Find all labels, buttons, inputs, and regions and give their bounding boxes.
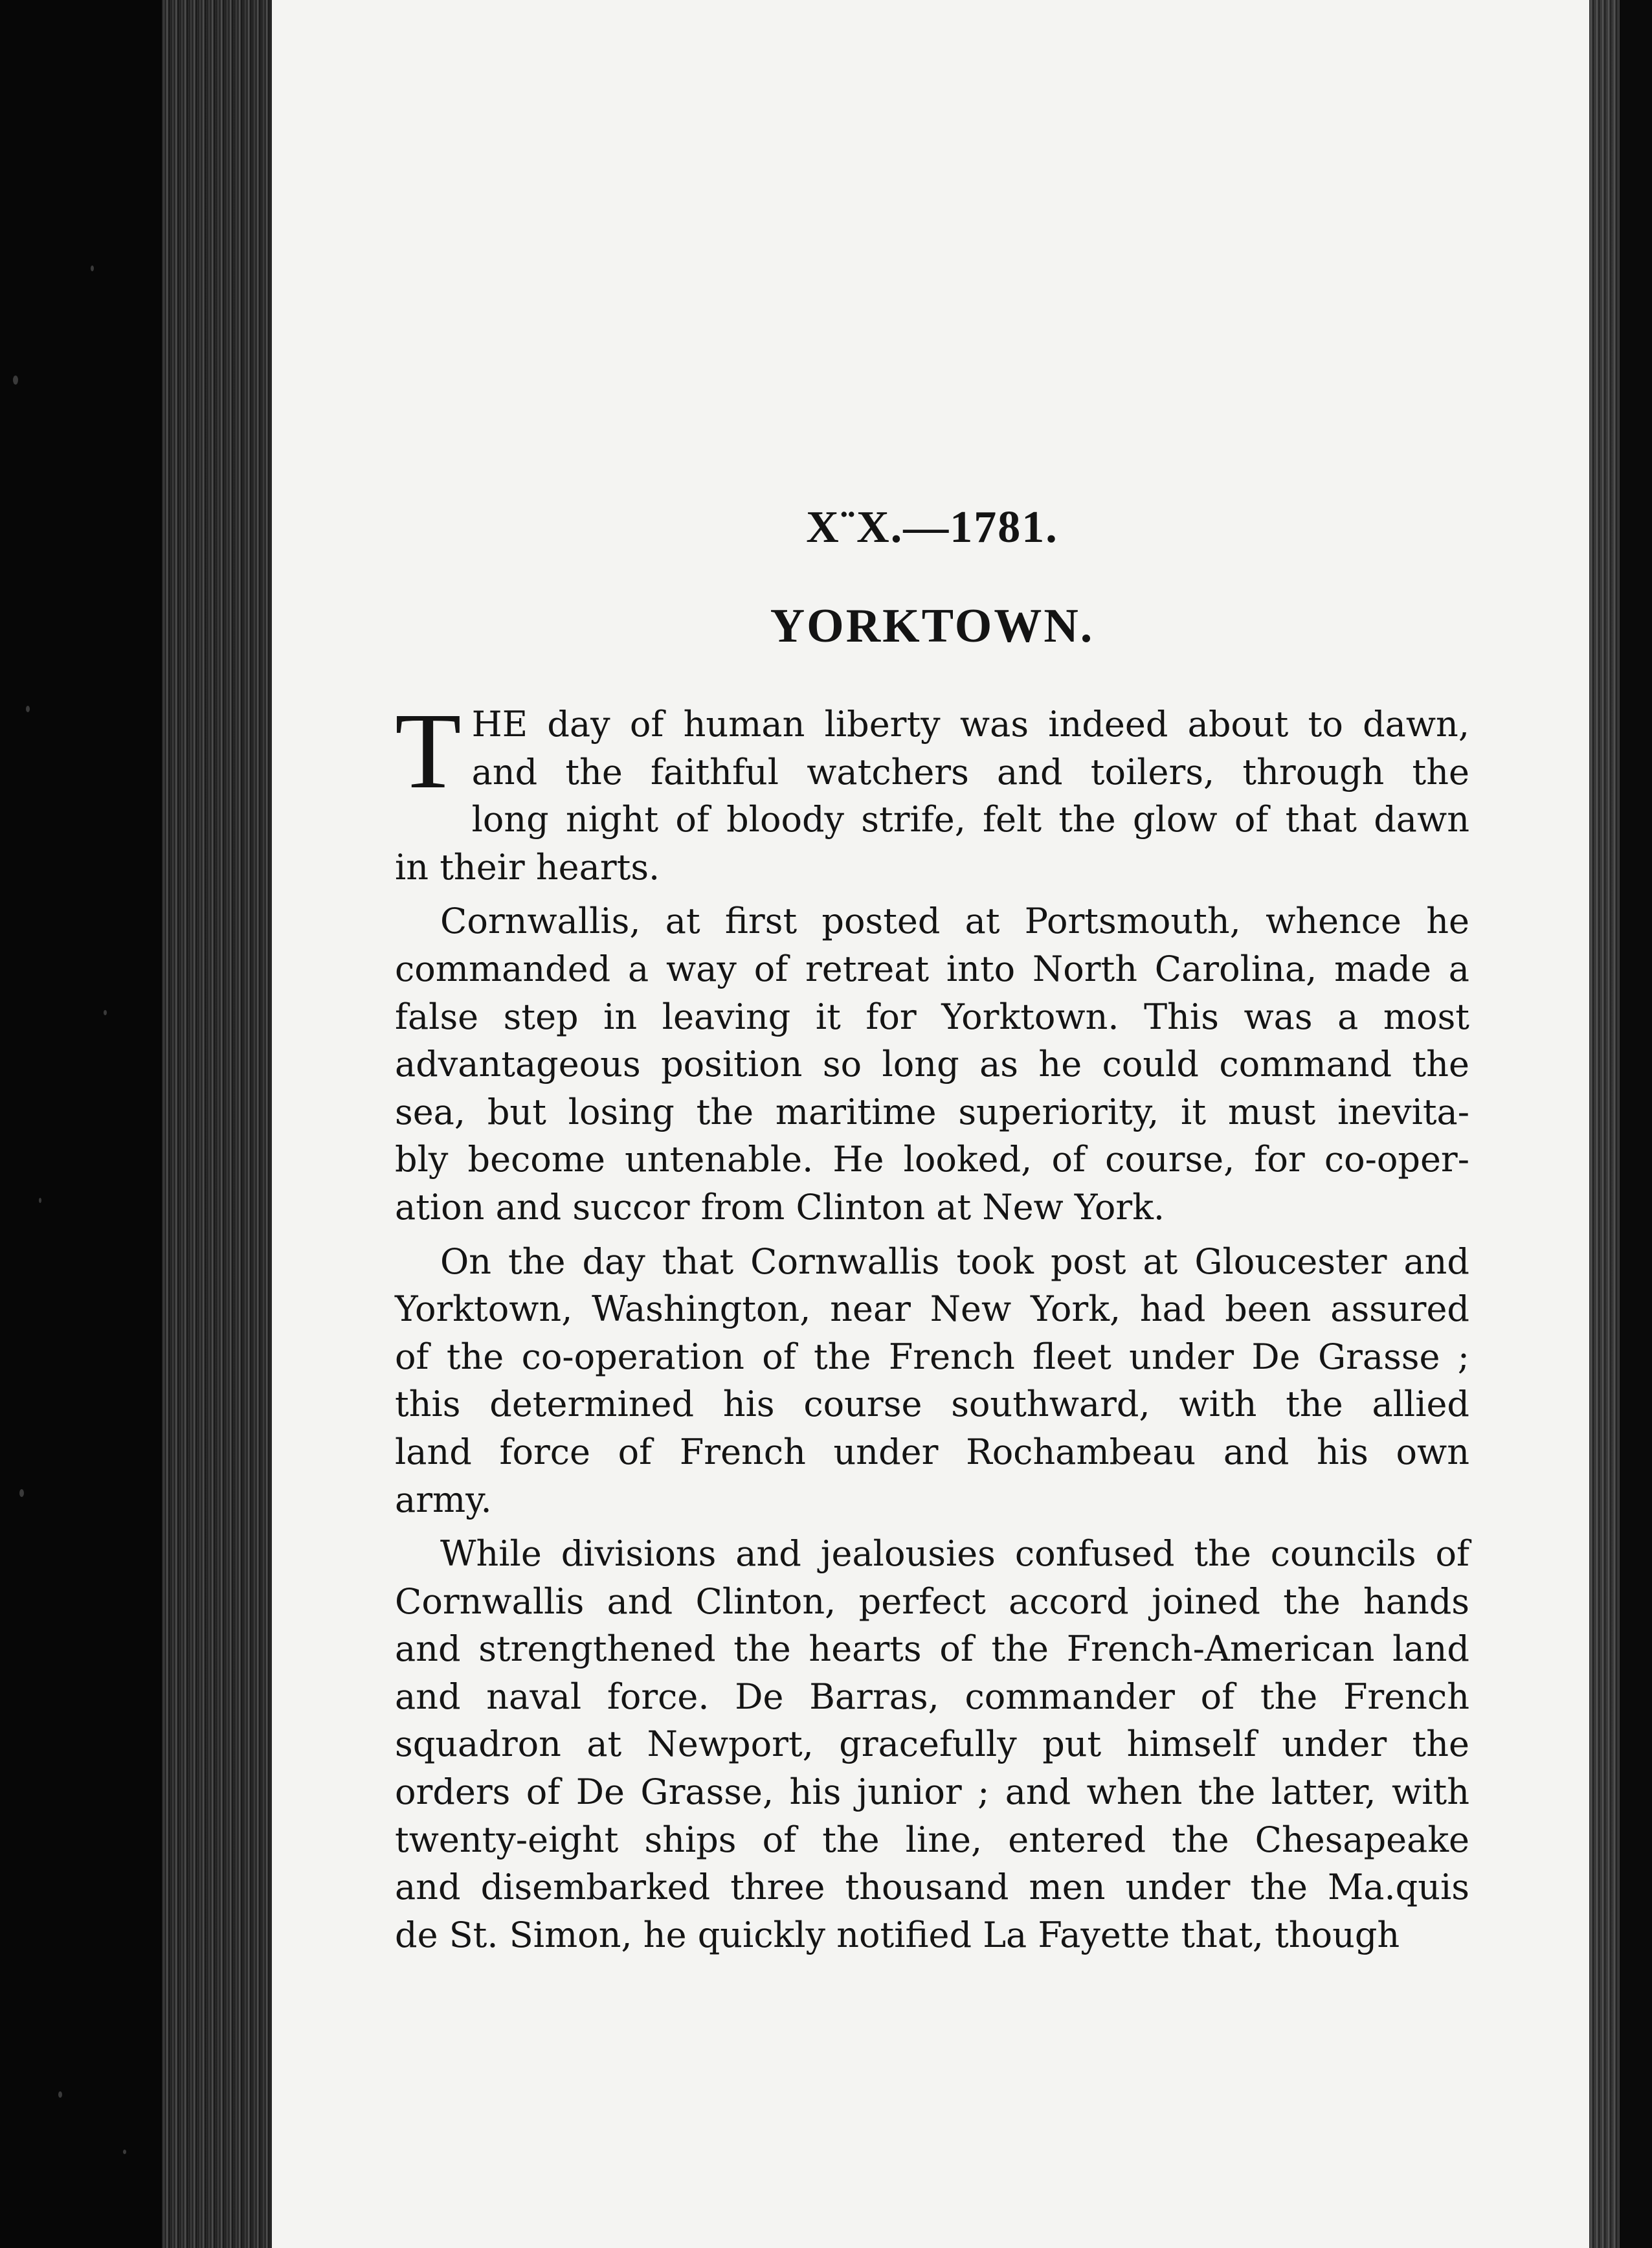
text-line: and the faithful watchers and toilers, through the	[471, 751, 1469, 792]
text-line: advantageous position so long as he could command the	[395, 1044, 1469, 1085]
text-line: commanded a way of retreat into North Carolina, made a	[395, 948, 1469, 989]
book-page-edges	[162, 0, 275, 2248]
drop-cap: T	[395, 691, 462, 811]
scan-speck	[123, 2150, 126, 2154]
scan-speck	[13, 376, 18, 385]
book-page	[272, 0, 1589, 2248]
body-text	[395, 691, 1469, 1959]
text-line: false step in leaving it for Yorktown. This was a most	[395, 996, 1469, 1037]
scan-speck	[104, 1010, 107, 1015]
paragraph	[395, 691, 1469, 891]
text-line: ation and succor from Clinton at New York.	[395, 1186, 1165, 1228]
text-line: twenty-eight ships of the line, entered the Chesapeake	[395, 1819, 1469, 1860]
text-line: Cornwallis, at first posted at Portsmouth, whence he	[440, 901, 1469, 942]
text-line: land force of French under Rochambeau and his own	[395, 1431, 1469, 1472]
text-line: and strengthened the hearts of the French-American land	[395, 1628, 1469, 1670]
chapter-heading: X¨X.—1781.	[806, 502, 1058, 552]
paragraph	[395, 1238, 1469, 1524]
text-line: sea, but losing the maritime superiority, it must inevita-	[395, 1091, 1469, 1132]
text-line: this determined his course southward, with the allied	[395, 1384, 1469, 1425]
scan-speck	[26, 706, 30, 712]
page-content	[395, 502, 1469, 1959]
text-line: Cornwallis and Clinton, perfect accord joined the hands	[395, 1580, 1469, 1622]
text-line: On the day that Cornwallis took post at Gloucester and	[440, 1241, 1469, 1282]
text-line: and naval force. De Barras, commander of the French	[395, 1676, 1469, 1717]
book-right-edge	[1589, 0, 1620, 2248]
text-line: de St. Simon, he quickly notified La Fayette that, though	[395, 1914, 1400, 1955]
text-line: orders of De Grasse, his junior ; and when the latter, with	[395, 1771, 1469, 1813]
paragraph	[395, 1530, 1469, 1959]
scan-speck	[19, 1489, 24, 1497]
text-line: army.	[395, 1479, 492, 1520]
text-line: and disembarked three thousand men under the Ma.quis	[395, 1867, 1469, 1908]
scan-speck	[91, 265, 94, 271]
paragraph	[395, 897, 1469, 1231]
chapter-title: YORKTOWN.	[770, 600, 1095, 653]
text-line: squadron at Newport, gracefully put himself under the	[395, 1724, 1469, 1765]
text-line: Yorktown, Washington, near New York, had been assured	[395, 1288, 1469, 1330]
text-line: in their hearts.	[395, 846, 660, 888]
text-line: bly become untenable. He looked, of course, for co-oper-	[395, 1139, 1469, 1180]
text-line: long night of bloody strife, felt the glow of that dawn	[471, 799, 1469, 840]
scan-speck	[58, 2091, 62, 2098]
text-line: While divisions and jealousies confused the councils of	[440, 1533, 1469, 1575]
text-line: HE day of human liberty was indeed about to dawn,	[471, 704, 1469, 745]
text-line: of the co-operation of the French fleet under De Grasse ;	[395, 1336, 1469, 1377]
scan-right-margin	[1620, 0, 1652, 2248]
scan-speck	[39, 1198, 41, 1203]
